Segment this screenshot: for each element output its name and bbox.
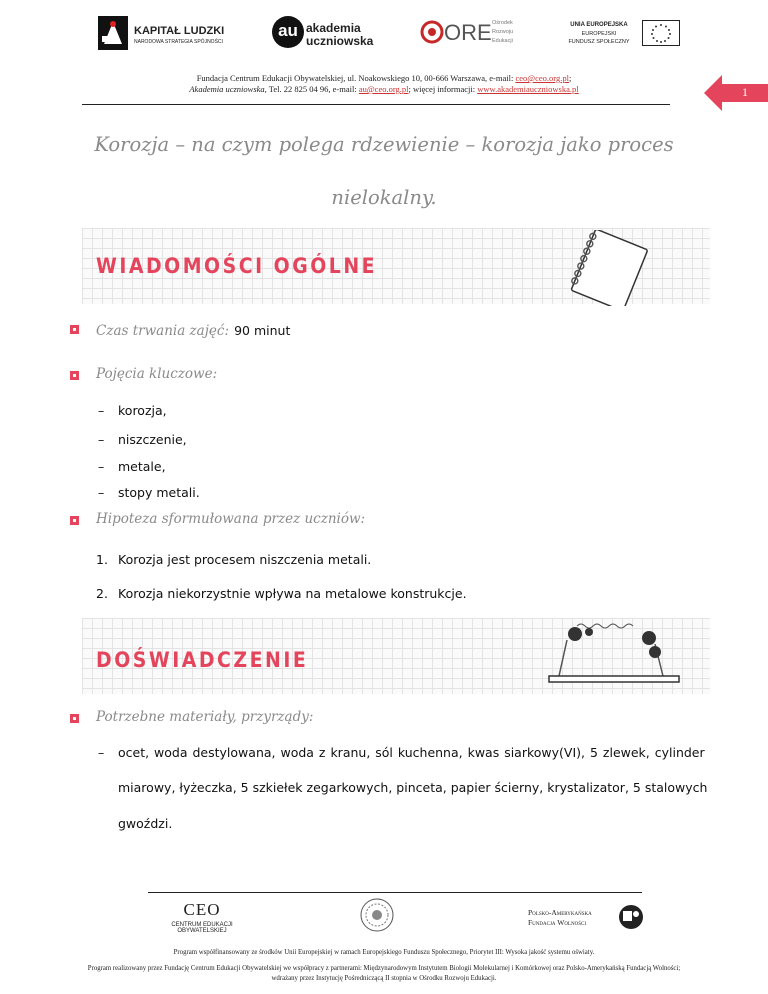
eu-line3: FUNDUSZ SPOŁECZNY bbox=[568, 39, 630, 45]
section-heading-experiment: DOŚWIADCZENIE bbox=[96, 648, 309, 672]
header-divider bbox=[82, 104, 670, 105]
eu-flag-icon bbox=[642, 20, 680, 46]
ore-logo bbox=[420, 14, 530, 54]
page-number: 1 bbox=[742, 85, 748, 99]
ore-line1: Ośrodek bbox=[492, 20, 513, 26]
section-banner-experiment bbox=[82, 618, 710, 694]
akademia-mark: au bbox=[272, 16, 304, 48]
akademia-uczniowska-logo bbox=[272, 14, 392, 54]
header-address-line2: Akademia uczniowska, Tel. 22 825 04 96, e-mail: au@ceo.org.pl; więcej informacji: www.akademiauczniowska.pl bbox=[189, 84, 579, 94]
ore-mark: ORE bbox=[444, 20, 492, 45]
kapital-ludzki-subtitle: NARODOWA STRATEGIA SPÓJNOŚCI bbox=[134, 39, 223, 45]
page-title-line1: Korozja – na czym polega rdzewienie – korozja jako proces bbox=[94, 133, 674, 156]
au-email-link[interactable]: au@ceo.org.pl bbox=[358, 84, 409, 94]
section-banner-general bbox=[82, 228, 710, 304]
materials-label: Potrzebne materiały, przyrządy: bbox=[96, 709, 314, 725]
concept-item: metale, bbox=[118, 459, 166, 474]
iimcb-seal-icon bbox=[360, 898, 394, 932]
ceo-text: CENTRUM EDUKACJI OBYWATELSKIEJ bbox=[171, 922, 233, 934]
kapital-ludzki-logo bbox=[98, 14, 238, 54]
hypothesis-number: 2. bbox=[96, 586, 108, 601]
eu-line1: UNIA EUROPEJSKA bbox=[570, 22, 628, 28]
dash-icon: – bbox=[98, 459, 105, 474]
hypothesis-label: Hipoteza sformułowana przez uczniów: bbox=[96, 511, 366, 527]
footer-line3: wdrażany przez Instytucję Pośredniczącą II stopnia w Ośrodku Rozwoju Edukacji. bbox=[271, 975, 497, 982]
hypothesis-number: 1. bbox=[96, 552, 108, 567]
ceo-email-link[interactable]: ceo@ceo.org.pl bbox=[515, 73, 569, 83]
concepts-label: Pojęcia kluczowe: bbox=[96, 366, 218, 382]
dash-icon: – bbox=[98, 432, 105, 447]
page-number-marker bbox=[704, 74, 768, 112]
page-title-line2: nielokalny. bbox=[331, 186, 437, 209]
bullet-icon bbox=[70, 371, 79, 380]
kapital-ludzki-emblem-icon bbox=[98, 16, 128, 50]
duration-label: Czas trwania zajęć: bbox=[96, 323, 229, 339]
hypothesis-text: Korozja niekorzystnie wpływa na metalowe konstrukcje. bbox=[118, 586, 467, 601]
ore-line2: Rozwoju bbox=[492, 29, 514, 35]
footer-line2: Program realizowany przez Fundację Centrum Edukacji Obywatelskiej we współpracy z partnerami: Międzynarodowym Instytutem Biologii Molekularnej i Komórkowej oraz Polsko-Amerykańską Fundacją Wolności; bbox=[87, 965, 681, 972]
eu-line2: EUROPEJSKI bbox=[581, 31, 617, 37]
footer-divider bbox=[148, 892, 642, 893]
ore-circle-icon bbox=[420, 20, 444, 44]
lab-apparatus-icon bbox=[537, 618, 697, 694]
materials-text-line3: gwoździ. bbox=[118, 816, 173, 831]
duration-value: 90 minut bbox=[234, 323, 291, 338]
dash-icon: – bbox=[98, 403, 105, 418]
hypothesis-text: Korozja jest procesem niszczenia metali. bbox=[118, 552, 372, 567]
bullet-icon bbox=[70, 325, 79, 334]
bullet-icon bbox=[70, 516, 79, 525]
ore-line3: Edukacji bbox=[492, 38, 513, 44]
header-address-line1: Fundacja Centrum Edukacji Obywatelskiej, ul. Noakowskiego 10, 00-666 Warszawa, e-mail: ceo@ceo.org.pl; bbox=[196, 73, 572, 83]
kapital-ludzki-title: KAPITAŁ LUDZKI bbox=[134, 25, 225, 37]
pafw-emblem-icon bbox=[618, 904, 644, 930]
concept-item: korozja, bbox=[118, 403, 167, 418]
ceo-mark: CEO bbox=[183, 900, 221, 919]
dash-icon: – bbox=[98, 485, 105, 500]
akademia-line2: uczniowska bbox=[306, 34, 374, 48]
concept-item: stopy metali. bbox=[118, 485, 200, 500]
materials-text-line1: ocet, woda destylowana, woda z kranu, sól kuchenna, kwas siarkowy(VI), 5 zlewek, cylinder bbox=[118, 745, 705, 760]
materials-text-line2: miarowy, łyżeczka, 5 szkiełek zegarkowych, pinceta, papier ścierny, krystalizator, 5 stalowych bbox=[118, 780, 708, 795]
dash-icon: – bbox=[98, 745, 105, 760]
concept-item: niszczenie, bbox=[118, 432, 187, 447]
pafw-line2: Fundacja Wolności bbox=[528, 918, 586, 927]
ceo-logo bbox=[146, 900, 258, 934]
section-heading-general: WIADOMOŚCI OGÓLNE bbox=[96, 254, 378, 278]
footer-line1: Program współfinansowany ze środków Unii Europejskiej w ramach Europejskiego Funduszu Społecznego, Priorytet III: Wysoka jakość systemu oświaty. bbox=[173, 949, 595, 956]
akademia-line1: akademia bbox=[306, 21, 361, 35]
duration-row bbox=[96, 320, 290, 339]
eu-logo bbox=[560, 14, 680, 54]
bullet-icon bbox=[70, 714, 79, 723]
pafw-logo bbox=[528, 904, 648, 934]
pafw-line1: Polsko-Amerykańska bbox=[528, 908, 592, 917]
akademia-website-link[interactable]: www.akademiauczniowska.pl bbox=[477, 84, 579, 94]
notebook-icon bbox=[552, 230, 662, 306]
